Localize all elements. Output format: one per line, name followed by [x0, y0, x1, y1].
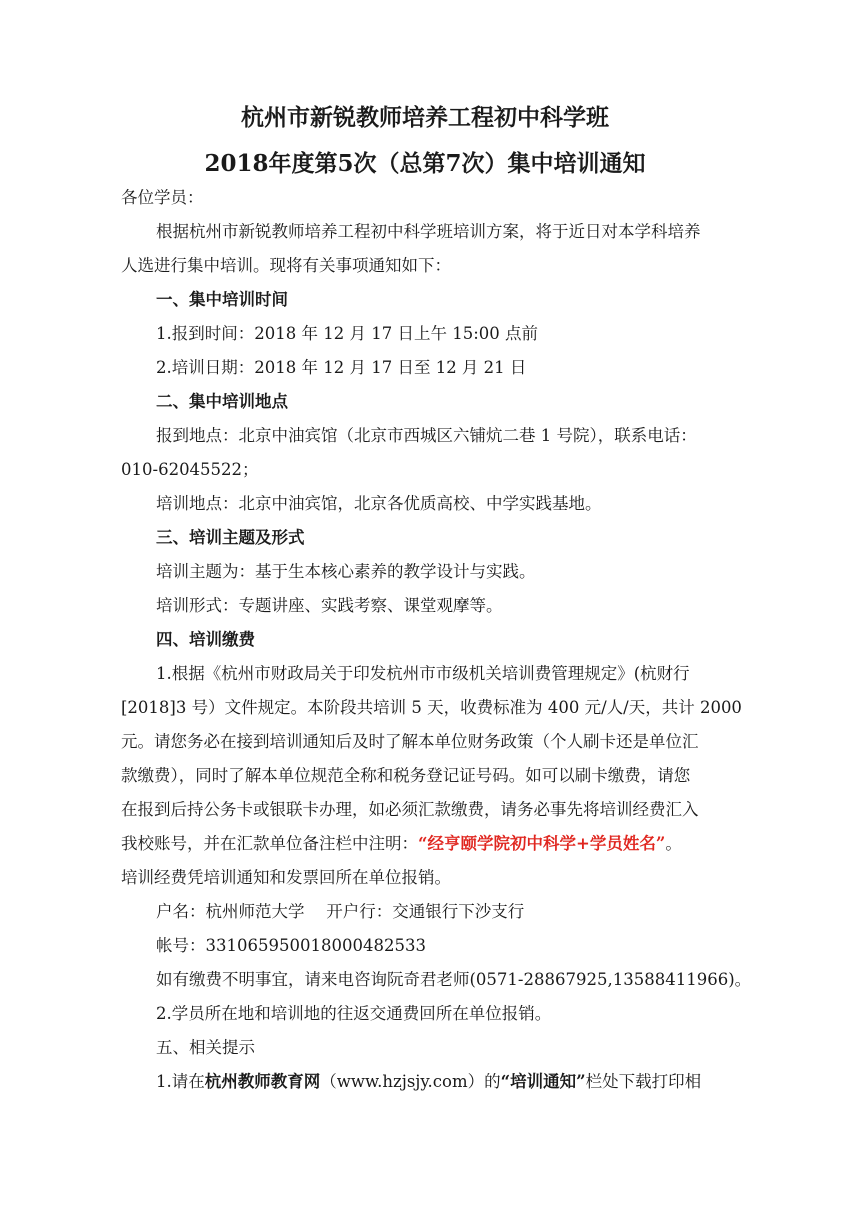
section-5-item-1 — [156, 1070, 701, 1094]
website-url: （www.hzjsjy.com）的 — [320, 1072, 501, 1091]
notice-column-name: “培训通知” — [500, 1072, 586, 1091]
section-1-item-1: 1.报到时间：2018 年 12 月 17 日上午 15:00 点前 — [156, 324, 538, 343]
tip-suffix: 栏处下载打印相 — [585, 1072, 702, 1091]
website-name: 杭州教师教育网 — [204, 1072, 321, 1091]
training-location: 培训地点：北京中油宾馆，北京各优质高校、中学实践基地。 — [156, 494, 602, 513]
section-3-heading: 三、培训主题及形式 — [156, 528, 305, 547]
report-location-line-2: 010-62045522； — [121, 460, 259, 479]
section-5-heading: 五、相关提示 — [156, 1038, 255, 1057]
document-title: 杭州市新锐教师培养工程初中科学班 — [241, 104, 609, 131]
fee-paragraph-line-7: 培训经费凭培训通知和发票回所在单位报销。 — [121, 868, 451, 887]
fee-paragraph-line-1: 1.根据《杭州市财政局关于印发杭州市市级机关培训费管理规定》(杭财行 — [156, 664, 690, 683]
section-1-item-2: 2.培训日期：2018 年 12 月 17 日至 12 月 21 日 — [156, 358, 527, 377]
fee-paragraph-line-2: [2018]3 号）文件规定。本阶段共培训 5 天，收费标准为 400 元/人/天，共计 2000 — [121, 698, 742, 717]
tip-prefix: 1.请在 — [156, 1072, 205, 1091]
account-number: 帐号：331065950018000482533 — [156, 936, 426, 955]
section-4-heading: 四、培训缴费 — [156, 630, 255, 649]
fee-paragraph-line-3: 元。请您务必在接到培训通知后及时了解本单位财务政策（个人刷卡还是单位汇 — [121, 732, 699, 751]
salutation: 各位学员： — [121, 188, 204, 207]
fee-paragraph-line-6 — [121, 832, 682, 856]
remark-instruction: 我校账号，并在汇款单位备注栏中注明： — [121, 834, 418, 853]
account-name: 户名：杭州师范大学 开户行：交通银行下沙支行 — [156, 902, 525, 921]
training-theme: 培训主题为：基于生本核心素养的教学设计与实践。 — [156, 562, 536, 581]
document-subtitle: 2018年度第5次（总第7次）集中培训通知 — [204, 150, 646, 177]
report-location-line-1: 报到地点：北京中油宾馆（北京市西城区六铺炕二巷 1 号院），联系电话： — [156, 426, 697, 445]
section-2-heading: 二、集中培训地点 — [156, 392, 288, 411]
intro-line-1: 根据杭州市新锐教师培养工程初中科学班培训方案，将于近日对本学科培养 — [156, 222, 701, 241]
remark-required-text: “经亨颐学院初中科学+学员姓名” — [418, 834, 666, 853]
intro-line-2: 人选进行集中培训。现将有关事项通知如下： — [121, 256, 451, 275]
training-form: 培训形式：专题讲座、实践考察、课堂观摩等。 — [156, 596, 503, 615]
section-1-heading: 一、集中培训时间 — [156, 290, 288, 309]
fee-paragraph-line-5: 在报到后持公务卡或银联卡办理，如必须汇款缴费，请务必事先将培训经费汇入 — [121, 800, 699, 819]
fee-paragraph-line-4: 款缴费），同时了解本单位规范全称和税务登记证号码。如可以刷卡缴费，请您 — [121, 766, 691, 785]
fee-contact: 如有缴费不明事宜，请来电咨询阮奇君老师(0571-28867925,13588411966)。 — [156, 970, 752, 989]
remark-end: 。 — [665, 834, 682, 853]
section-4-item-2: 2.学员所在地和培训地的往返交通费回所在单位报销。 — [156, 1004, 552, 1023]
